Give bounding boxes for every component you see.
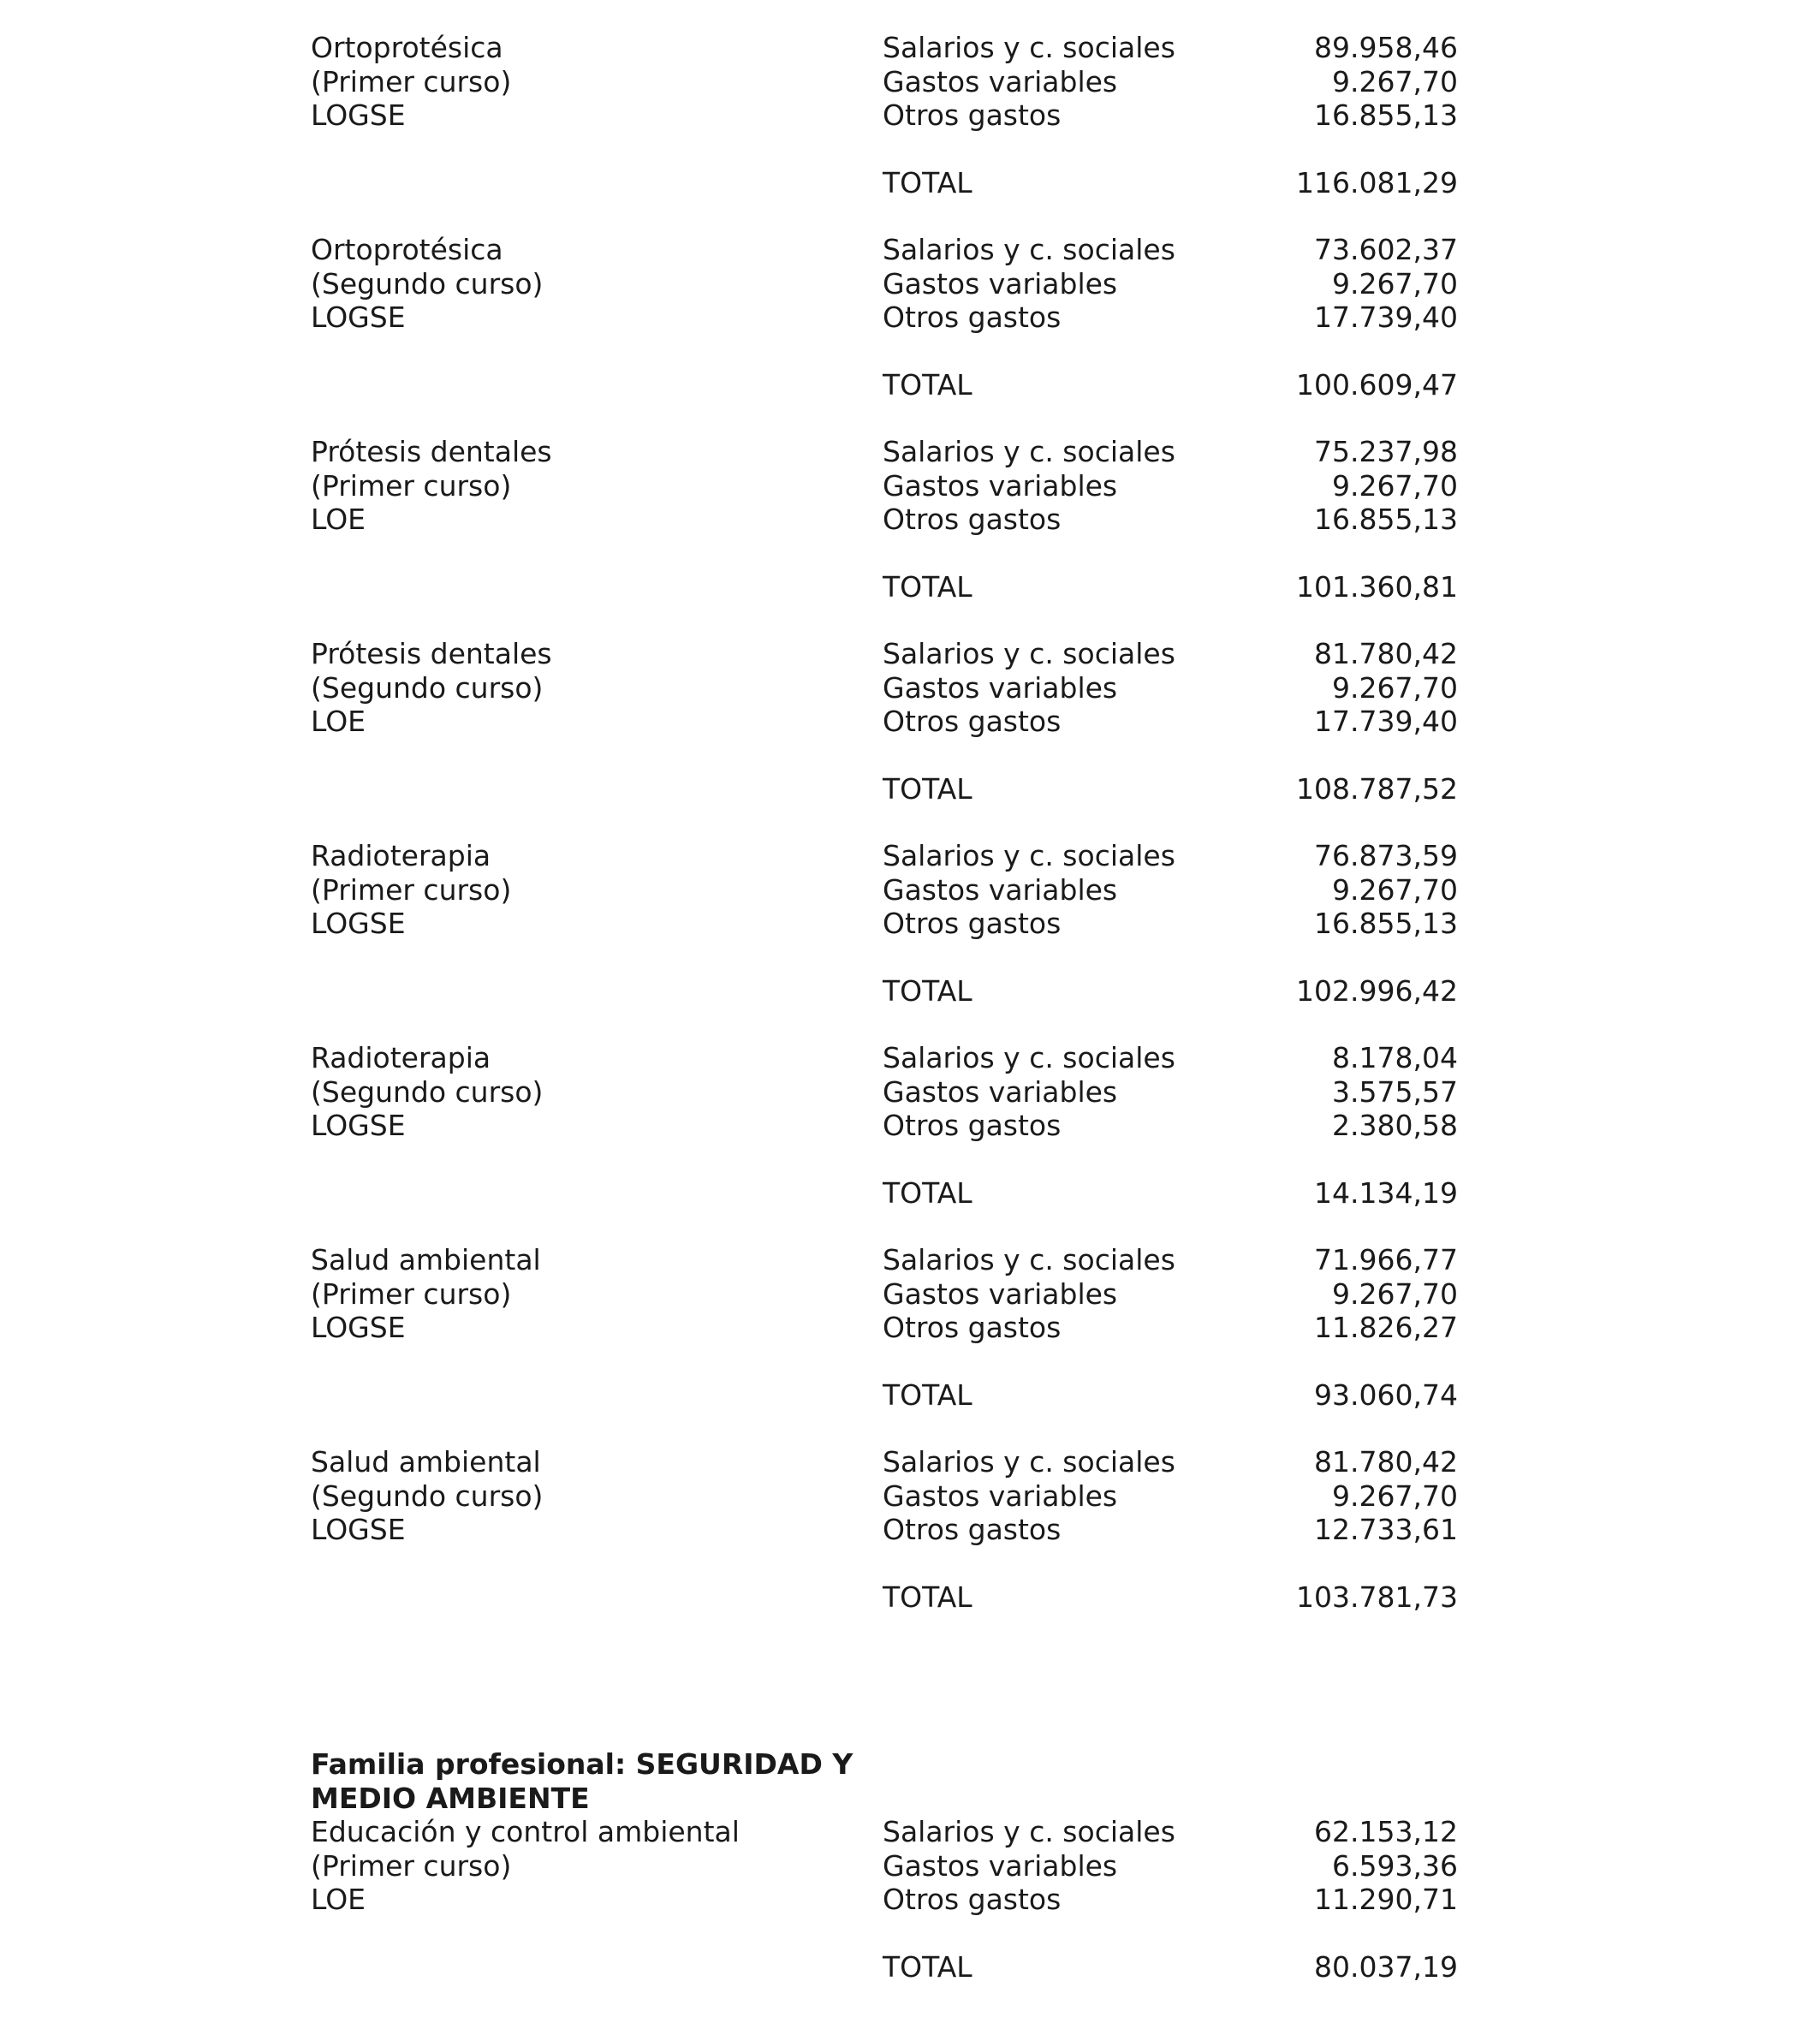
amount-value: 2.380,58 — [1332, 1109, 1458, 1142]
law-label: LOGSE — [311, 1311, 406, 1344]
total-row — [311, 1580, 1458, 1615]
cost-row — [311, 300, 1458, 335]
cost-group — [311, 1243, 1458, 1413]
amount-value: 11.290,71 — [1314, 1883, 1458, 1916]
total-value: 101.360,81 — [1296, 570, 1458, 604]
programme-name: Ortoprotésica — [311, 31, 503, 64]
cost-group — [311, 31, 1458, 200]
total-row — [311, 772, 1458, 806]
amount-value: 9.267,70 — [1332, 670, 1458, 705]
cost-row — [311, 503, 1458, 537]
total-label: TOTAL — [883, 1580, 972, 1614]
programme-name: Radioterapia — [311, 1041, 491, 1074]
total-label: TOTAL — [883, 974, 972, 1008]
programme-name: Radioterapia — [311, 839, 491, 872]
total-row — [311, 368, 1458, 402]
cost-row — [311, 435, 1458, 469]
amount-value: 81.780,42 — [1314, 637, 1458, 670]
concept-label: Gastos variables — [883, 1479, 1118, 1513]
programme-name: Ortoprotésica — [311, 233, 503, 266]
course-label: (Segundo curso) — [311, 1074, 544, 1109]
cost-group — [311, 1041, 1458, 1211]
family-heading-line2: MEDIO AMBIENTE — [311, 1781, 590, 1815]
total-row — [311, 1950, 1458, 1984]
cost-row — [311, 65, 1458, 99]
concept-label: Otros gastos — [883, 1109, 1062, 1142]
course-label: (Segundo curso) — [311, 266, 544, 300]
concept-label: Salarios y c. sociales — [883, 1815, 1175, 1848]
cost-row — [311, 637, 1458, 671]
course-label: (Primer curso) — [311, 64, 512, 98]
law-label: LOE — [311, 705, 366, 738]
cost-row — [311, 267, 1458, 301]
total-row — [311, 974, 1458, 1009]
cost-row — [311, 1041, 1458, 1075]
concept-label: Gastos variables — [883, 872, 1118, 907]
amount-value: 76.873,59 — [1314, 839, 1458, 872]
cost-row — [311, 1445, 1458, 1479]
cost-row — [311, 98, 1458, 133]
amount-value: 9.267,70 — [1332, 1479, 1458, 1513]
cost-group — [311, 1445, 1458, 1615]
concept-label: Salarios y c. sociales — [883, 1041, 1175, 1074]
total-value: 14.134,19 — [1314, 1176, 1458, 1210]
amount-value: 9.267,70 — [1332, 1276, 1458, 1311]
concept-label: Otros gastos — [883, 705, 1062, 738]
total-value: 93.060,74 — [1314, 1378, 1458, 1412]
course-label: (Primer curso) — [311, 468, 512, 503]
amount-value: 62.153,12 — [1314, 1815, 1458, 1848]
amount-value: 9.267,70 — [1332, 64, 1458, 98]
course-label: (Primer curso) — [311, 1276, 512, 1311]
cost-group — [311, 233, 1458, 402]
course-label: (Primer curso) — [311, 872, 512, 907]
amount-value: 3.575,57 — [1332, 1074, 1458, 1109]
cost-row — [311, 839, 1458, 873]
amount-value: 8.178,04 — [1332, 1041, 1458, 1074]
concept-label: Salarios y c. sociales — [883, 839, 1175, 872]
amount-value: 9.267,70 — [1332, 266, 1458, 300]
cost-row — [311, 1277, 1458, 1312]
total-row — [311, 570, 1458, 604]
amount-value: 16.855,13 — [1314, 503, 1458, 536]
total-label: TOTAL — [883, 1176, 972, 1210]
law-label: LOGSE — [311, 907, 406, 940]
concept-label: Gastos variables — [883, 64, 1118, 98]
family-heading-line1: Familia profesional: SEGURIDAD Y — [311, 1747, 853, 1781]
concept-label: Otros gastos — [883, 1513, 1062, 1546]
programme-name: Salud ambiental — [311, 1445, 541, 1479]
concept-label: Salarios y c. sociales — [883, 1445, 1175, 1479]
law-label: LOE — [311, 503, 366, 536]
cost-row — [311, 671, 1458, 705]
total-label: TOTAL — [883, 772, 972, 806]
concept-label: Otros gastos — [883, 503, 1062, 536]
amount-value: 16.855,13 — [1314, 907, 1458, 940]
cost-row — [311, 31, 1458, 65]
cost-row — [311, 1109, 1458, 1143]
concept-label: Otros gastos — [883, 300, 1062, 334]
concept-label: Otros gastos — [883, 1311, 1062, 1344]
concept-label: Gastos variables — [883, 266, 1118, 300]
cost-row — [311, 469, 1458, 503]
amount-value: 17.739,40 — [1314, 300, 1458, 334]
course-label: (Segundo curso) — [311, 1479, 544, 1513]
total-label: TOTAL — [883, 570, 972, 604]
concept-label: Gastos variables — [883, 1074, 1118, 1109]
concept-label: Gastos variables — [883, 468, 1118, 503]
amount-value: 9.267,70 — [1332, 872, 1458, 907]
law-label: LOGSE — [311, 1513, 406, 1546]
cost-row — [311, 1243, 1458, 1277]
course-label: (Segundo curso) — [311, 670, 544, 705]
amount-value: 12.733,61 — [1314, 1513, 1458, 1546]
amount-value: 17.739,40 — [1314, 705, 1458, 738]
total-row — [311, 1176, 1458, 1211]
law-label: LOGSE — [311, 300, 406, 334]
total-value: 108.787,52 — [1296, 772, 1458, 806]
total-label: TOTAL — [883, 368, 972, 402]
concept-label: Otros gastos — [883, 98, 1062, 132]
total-value: 80.037,19 — [1314, 1950, 1458, 1984]
amount-value: 9.267,70 — [1332, 468, 1458, 503]
total-value: 100.609,47 — [1296, 368, 1458, 402]
cost-row — [311, 873, 1458, 907]
concept-label: Otros gastos — [883, 1883, 1062, 1916]
cost-row — [311, 705, 1458, 739]
family-heading — [311, 1747, 853, 1815]
cost-row — [311, 1815, 1458, 1849]
total-label: TOTAL — [883, 1950, 972, 1984]
total-value: 103.781,73 — [1296, 1580, 1458, 1614]
total-value: 116.081,29 — [1296, 166, 1458, 199]
law-label: LOE — [311, 1883, 366, 1916]
programme-name: Prótesis dentales — [311, 435, 552, 468]
amount-value: 71.966,77 — [1314, 1243, 1458, 1276]
cost-group — [311, 637, 1458, 806]
concept-label: Gastos variables — [883, 1276, 1118, 1311]
amount-value: 16.855,13 — [1314, 98, 1458, 132]
amount-value: 75.237,98 — [1314, 435, 1458, 468]
total-label: TOTAL — [883, 1378, 972, 1412]
concept-label: Salarios y c. sociales — [883, 637, 1175, 670]
total-label: TOTAL — [883, 166, 972, 199]
cost-row — [311, 1479, 1458, 1514]
cost-row — [311, 907, 1458, 941]
concept-label: Gastos variables — [883, 670, 1118, 705]
course-label: (Primer curso) — [311, 1848, 512, 1883]
cost-row — [311, 233, 1458, 267]
law-label: LOGSE — [311, 98, 406, 132]
programme-name: Prótesis dentales — [311, 637, 552, 670]
programme-name: Educación y control ambiental — [311, 1815, 740, 1848]
amount-value: 81.780,42 — [1314, 1445, 1458, 1479]
concept-label: Salarios y c. sociales — [883, 435, 1175, 468]
cost-row — [311, 1075, 1458, 1110]
total-row — [311, 1378, 1458, 1413]
programme-name: Salud ambiental — [311, 1243, 541, 1276]
cost-row — [311, 1849, 1458, 1883]
amount-value: 11.826,27 — [1314, 1311, 1458, 1344]
total-value: 102.996,42 — [1296, 974, 1458, 1008]
cost-row — [311, 1513, 1458, 1547]
cost-group — [311, 1815, 1458, 1984]
concept-label: Salarios y c. sociales — [883, 1243, 1175, 1276]
amount-value: 6.593,36 — [1332, 1848, 1458, 1883]
cost-group — [311, 839, 1458, 1009]
concept-label: Gastos variables — [883, 1848, 1118, 1883]
cost-row — [311, 1311, 1458, 1345]
cost-group — [311, 435, 1458, 604]
cost-row — [311, 1883, 1458, 1917]
concept-label: Otros gastos — [883, 907, 1062, 940]
amount-value: 89.958,46 — [1314, 31, 1458, 64]
concept-label: Salarios y c. sociales — [883, 233, 1175, 266]
concept-label: Salarios y c. sociales — [883, 31, 1175, 64]
law-label: LOGSE — [311, 1109, 406, 1142]
total-row — [311, 166, 1458, 200]
amount-value: 73.602,37 — [1314, 233, 1458, 266]
